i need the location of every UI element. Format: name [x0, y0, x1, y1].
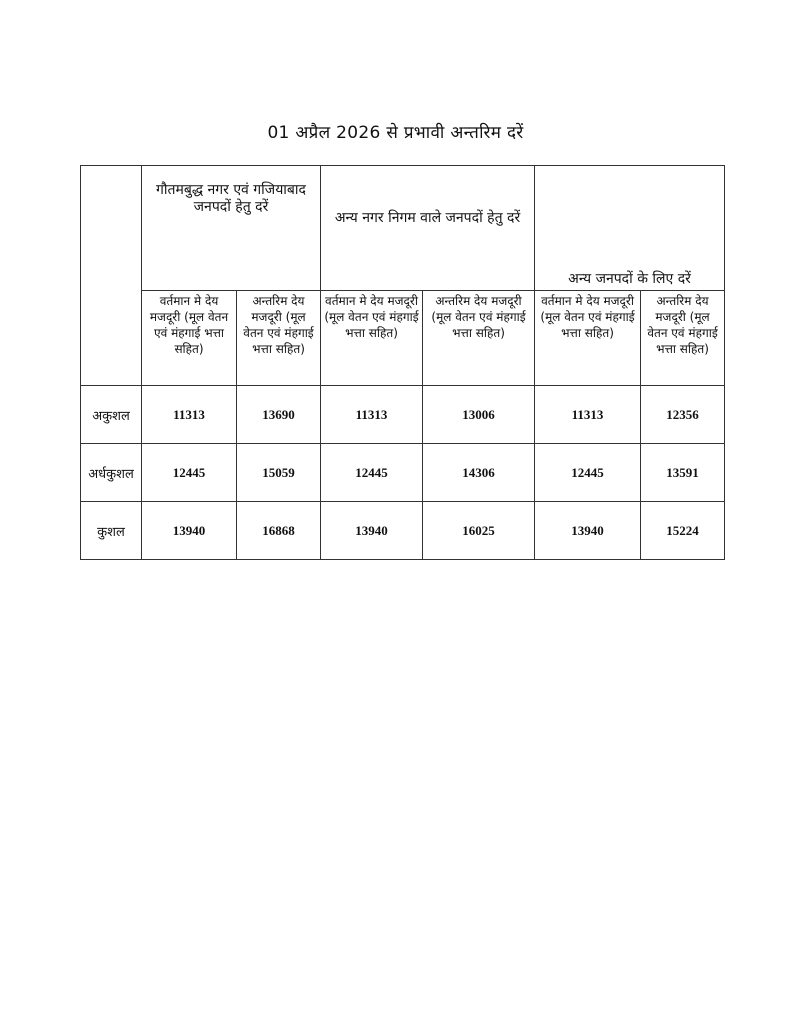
group-header-other-municipal: अन्य नगर निगम वाले जनपदों हेतु दरें [321, 166, 535, 291]
sub-header-interim-wage: अन्तरिम देय मजदूरी (मूल वेतन एवं मंहगाई भत्ता सहित) [641, 291, 725, 386]
table-cell: 16025 [423, 502, 535, 560]
table-cell: 13940 [321, 502, 423, 560]
table-cell: 12356 [641, 386, 725, 444]
group-header-other-districts: अन्य जनपदों के लिए दरें [535, 166, 725, 291]
table-cell: 15059 [237, 444, 321, 502]
sub-header-row [81, 291, 725, 386]
corner-cell [81, 166, 142, 386]
group-header-row [81, 166, 725, 291]
row-label: अकुशल [81, 386, 142, 444]
table-cell: 15224 [641, 502, 725, 560]
document-title: 01 अप्रैल 2026 से प्रभावी अन्तरिम दरें [267, 123, 524, 143]
table-cell: 16868 [237, 502, 321, 560]
table-row-unskilled [81, 386, 725, 444]
table-cell: 13940 [535, 502, 641, 560]
table-row-skilled [81, 502, 725, 560]
table-cell: 13006 [423, 386, 535, 444]
table-cell: 11313 [142, 386, 237, 444]
sub-header-current-wage: वर्तमान मे देय मजदूरी (मूल वेतन एवं मंहगाई भत्ता सहित) [535, 291, 641, 386]
row-label: अर्धकुशल [81, 444, 142, 502]
group-header-gautambuddh-ghaziabad: गौतमबुद्ध नगर एवं गजियाबाद जनपदों हेतु दरें [142, 166, 321, 291]
table-cell: 13591 [641, 444, 725, 502]
table-row-semi-skilled [81, 444, 725, 502]
table-cell: 11313 [535, 386, 641, 444]
wage-rates-table [80, 165, 725, 560]
table-cell: 12445 [321, 444, 423, 502]
sub-header-interim-wage: अन्तरिम देय मजदूरी (मूल वेतन एवं मंहगाई भत्ता सहित) [237, 291, 321, 386]
table-cell: 12445 [142, 444, 237, 502]
table-cell: 13690 [237, 386, 321, 444]
row-label: कुशल [81, 502, 142, 560]
table-cell: 14306 [423, 444, 535, 502]
sub-header-interim-wage: अन्तरिम देय मजदूरी (मूल वेतन एवं मंहगाई भत्ता सहित) [423, 291, 535, 386]
sub-header-current-wage: वर्तमान मे देय मजदूरी (मूल वेतन एवं मंहगाई भत्ता सहित) [321, 291, 423, 386]
table-cell: 13940 [142, 502, 237, 560]
table-cell: 12445 [535, 444, 641, 502]
sub-header-current-wage: वर्तमान मे देय मजदूरी (मूल वेतन एवं मंहगाई भत्ता सहित) [142, 291, 237, 386]
table-cell: 11313 [321, 386, 423, 444]
